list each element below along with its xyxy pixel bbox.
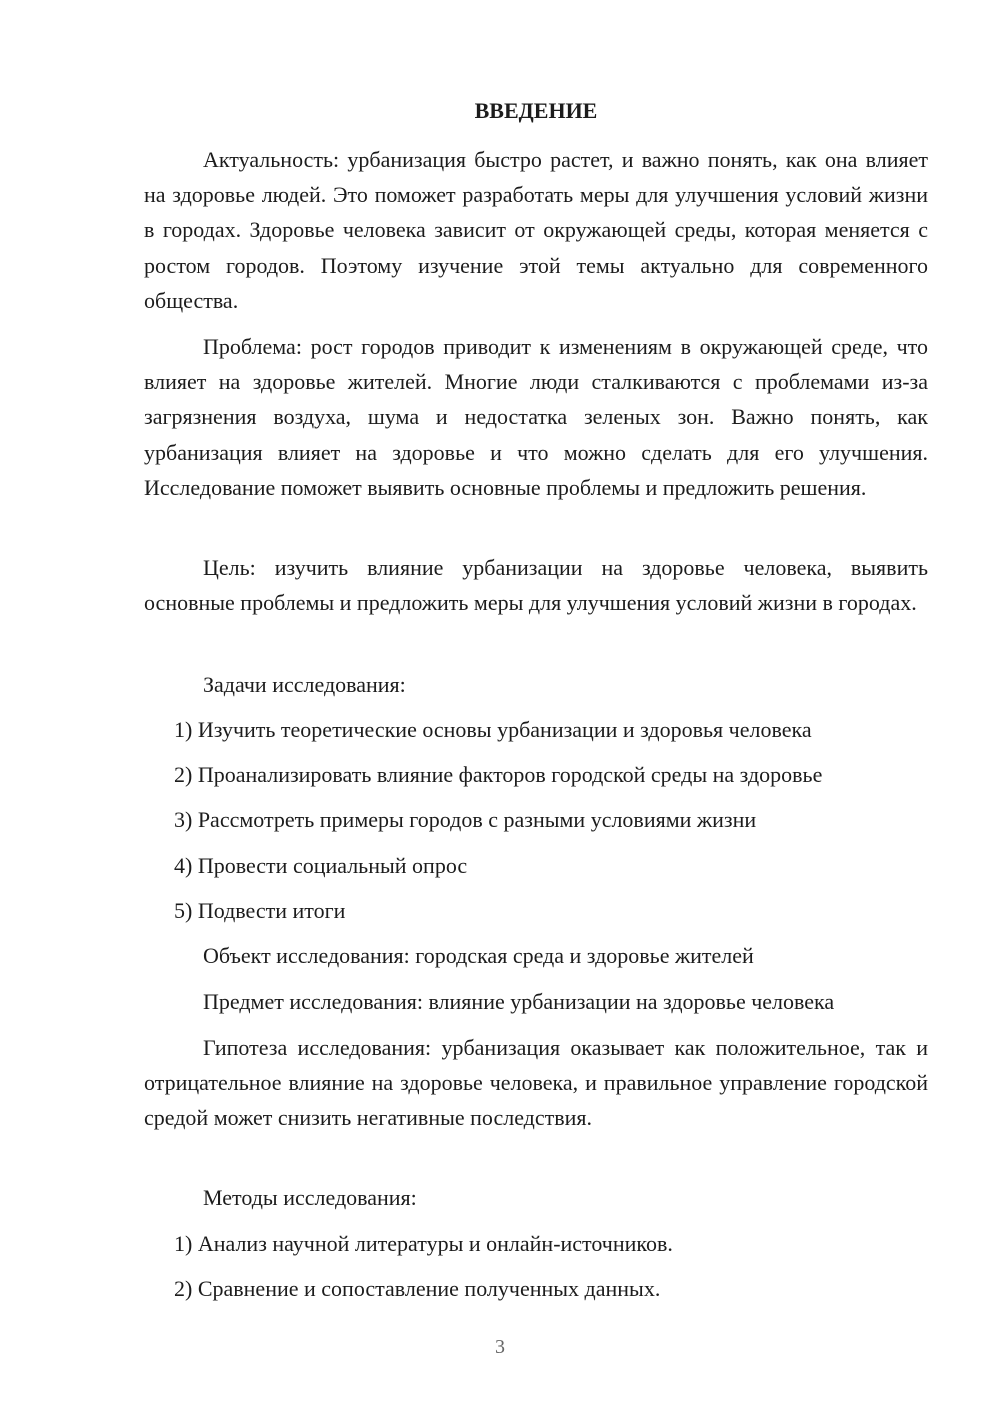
goal-paragraph: Цель: изучить влияние урбанизации на здоровье человека, выявить основные проблемы и предложить меры для улучшения условий жизни в городах. [144, 555, 928, 616]
task-item-2: 2) Проанализировать влияние факторов городской среды на здоровье [174, 762, 823, 787]
method-item-1: 1) Анализ научной литературы и онлайн-источников. [174, 1231, 673, 1256]
task-item-3: 3) Рассмотреть примеры городов с разными условиями жизни [174, 807, 757, 832]
relevance-paragraph: Актуальность: урбанизация быстро растет, и важно понять, как она влияет на здоровье людей. Это поможет разработать меры для улучшения условий жизни в городах. Здоровье человека зависит от окружающей среды, которая меняется с ростом городов. Поэтому изучение этой темы актуально для современного общества. [144, 147, 928, 313]
problem-paragraph: Проблема: рост городов приводит к изменениям в окружающей среде, что влияет на здоровье жителей. Многие люди сталкиваются с проблемами из-за загрязнения воздуха, шума и недостатка зеленых зон. Важно понять, как урбанизация влияет на здоровье и что можно сделать для его улучшения. Исследование поможет выявить основные проблемы и предложить решения. [144, 334, 928, 500]
task-item-4: 4) Провести социальный опрос [174, 853, 468, 878]
research-object: Объект исследования: городская среда и здоровье жителей [203, 943, 754, 968]
method-item-2: 2) Сравнение и сопоставление полученных данных. [174, 1276, 661, 1301]
tasks-heading: Задачи исследования: [203, 672, 406, 697]
page-number: 3 [495, 1336, 505, 1358]
page-title: ВВЕДЕНИЕ [474, 98, 598, 123]
task-item-1: 1) Изучить теоретические основы урбанизации и здоровья человека [174, 717, 812, 742]
methods-heading: Методы исследования: [203, 1185, 417, 1210]
research-subject: Предмет исследования: влияние урбанизации на здоровье человека [203, 989, 835, 1014]
hypothesis-paragraph: Гипотеза исследования: урбанизация оказывает как положительное, так и отрицательное влияние на здоровье человека, и правильное управление городской средой может снизить негативные последствия. [144, 1035, 928, 1131]
task-item-5: 5) Подвести итоги [174, 898, 346, 923]
